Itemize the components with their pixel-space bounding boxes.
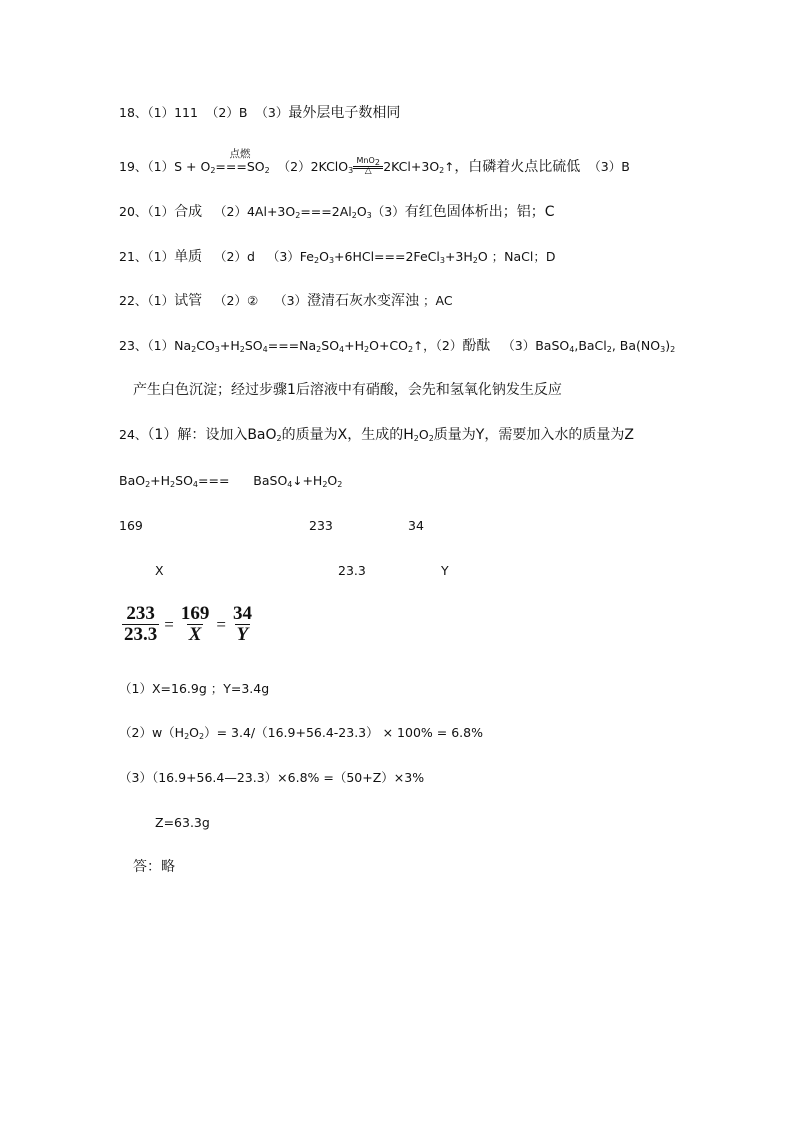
answer-19: 19、$(1)S + O_2$ 点燃 $===SO_2$ （2）2KClO$_3$ MnO$_2$ △ $2KCl+3O_2↑$，白磷着火点比硫低 （3）B	[119, 148, 630, 176]
answer-21: 21、（1）单质 （2）d $(3)Fe_2O_3+6HCl===2FeCl_3+3H_2O$ ；NaCl；D	[119, 249, 556, 265]
fraction-2: $\frac{169}{X}$	[180, 603, 210, 645]
answer-note: 答：略	[133, 859, 175, 875]
answer-18: 18、（1）111 （2）B （3）最外层电子数相同	[119, 105, 401, 121]
molar-mass-169: 169	[119, 518, 143, 533]
value-23-3: 23.3	[338, 563, 366, 578]
fraction-3: $\frac{34}{Y}$	[232, 603, 252, 645]
answer-24-intro: 24、（1）解：设加入BaO$_2$的质量为X，生成的$H_2O_2$质量为Y，需要加入水的质量为Z	[119, 427, 634, 443]
answer-22: 22、（1）试管 （2）② （3）澄清石灰水变浑浊 ；AC	[119, 293, 453, 309]
result-z: Z=63.3g	[155, 815, 210, 830]
result-1: （1）X=16.9g ；Y=3.4g	[119, 681, 270, 696]
result-2: $(2)w(H_2O_2)= 3.4/(16.9+56.4-23.3) \times 100\% = 6.8\%$	[119, 725, 483, 741]
circled-two-mark: ②	[246, 293, 259, 308]
molar-mass-34: 34	[408, 518, 424, 533]
fraction-1: $\frac{233}{23.3}$	[124, 603, 158, 645]
molar-mass-233: 233	[309, 518, 333, 533]
condition-ignite: 点燃	[229, 148, 251, 160]
condition-catalyst: MnO$_2$ △	[353, 159, 383, 175]
result-3: （3）（16.9+56.4—23.3）×6.8% =（50+Z）×3%	[119, 770, 425, 785]
variable-y: Y	[441, 563, 449, 578]
variable-x: X	[155, 563, 164, 578]
answer-23-line2: 产生白色沉淀；经过步骤1后溶液中有硝酸，会先和氢氧化钠发生反应	[133, 382, 562, 398]
proportion-equation: $\frac{233}{23.3}$ = $\frac{169}{X}$ = $\frac{34}{Y}$	[124, 603, 252, 645]
answer-24-equation: $BaO_2+H_2SO_4===$ $BaSO_4↓+H_2O_2$	[119, 473, 343, 489]
answer-20: 20、（1）合成 $(2)4Al+3O_2===2Al_2O_3(3)$有红色固体析出；铝；C	[119, 204, 555, 220]
answer-23: 23、$(1)Na_2CO_3+H_2SO_4===Na_2SO_4+H_2O+CO_2↑$，（2）酚酞 （3）BaSO$_4$,BaCl$_2$, $Ba(NO_3)_2$	[119, 338, 676, 354]
